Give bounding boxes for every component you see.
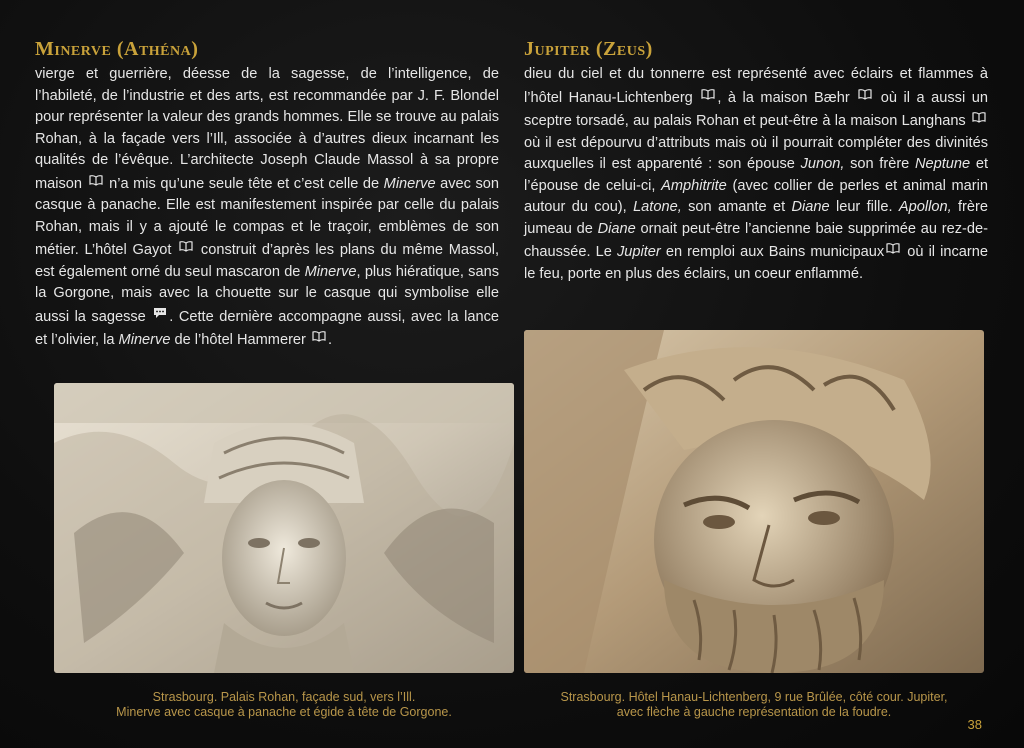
- text-run: en remploi aux Bains municipaux: [660, 244, 885, 260]
- text-run: , plus hiératique, sans la Gorgone, mais avec la chouette sur le casque qui symbolise elle aussi la sagesse: [35, 263, 499, 325]
- caption-line: Strasbourg. Hôtel Hanau-Lichtenberg, 9 rue Brûlée, côté cour. Jupiter,: [560, 690, 948, 704]
- text-run: , à la maison Bæhr: [717, 89, 857, 106]
- italic-name: Amphitrite: [661, 177, 727, 194]
- text-run: dieu du ciel et du tonnerre est représenté avec éclairs et flammes à l’hôtel Hanau-Lichtenberg: [524, 66, 988, 106]
- text-run: où il a aussi un sceptre torsadé, au palais Rohan et peut-être à la maison Langhans: [524, 89, 988, 129]
- open-book-icon[interactable]: [972, 109, 986, 121]
- minerve-photo-caption: [54, 690, 514, 720]
- italic-name: Neptune: [914, 156, 971, 172]
- open-book-icon[interactable]: [312, 328, 326, 340]
- text-run: . Cette dernière accompagne aussi, avec la lance et l’olivier, la: [35, 308, 499, 348]
- text-run: son frère: [844, 156, 915, 172]
- italic-name: Junon,: [800, 156, 845, 172]
- jupiter-body-text: [524, 64, 988, 285]
- left-column: [35, 38, 499, 352]
- open-book-icon[interactable]: [179, 238, 193, 250]
- text-run: avec son casque à panache. Elle est manifestement inspirée par celle du palais Rohan, mais il y a ajouté le compas et le traçoir, emblèmes de son métier. L’hôtel Gayot: [35, 175, 499, 258]
- caption-line: Minerve avec casque à panache et égide à tête de Gorgone.: [116, 705, 452, 719]
- text-run: n’a mis qu’une seule tête et c’est celle de: [104, 175, 384, 192]
- page-number: 38: [967, 717, 982, 732]
- text-run: où il incarne le feu, porte en plus des éclairs, un coeur enflammé.: [524, 244, 989, 282]
- italic-name: Diane: [597, 220, 636, 237]
- open-book-icon[interactable]: [886, 240, 900, 252]
- italic-name: Minerve: [383, 175, 436, 192]
- text-run: .: [327, 332, 333, 348]
- italic-name: Apollon,: [898, 199, 952, 215]
- caption-line: avec flèche à gauche représentation de la foudre.: [616, 705, 892, 719]
- open-book-icon[interactable]: [858, 86, 872, 98]
- text-run: de l’hôtel Hammerer: [170, 332, 310, 348]
- text-run: et l’épouse de celui-ci,: [524, 156, 988, 194]
- minerve-heading: Minerve (Athéna): [35, 38, 199, 60]
- text-run: où il est dépourvu d’attributs mais où il pourrait compléter des divinités auxquelles il est apparenté : son épouse: [524, 134, 988, 172]
- text-run: leur fille.: [829, 199, 899, 215]
- open-book-icon[interactable]: [701, 86, 715, 98]
- italic-name: Diane: [791, 199, 830, 215]
- italic-name: Jupiter: [616, 244, 661, 260]
- italic-name: Latone,: [633, 199, 682, 215]
- text-run: son amante et: [681, 199, 792, 215]
- text-run: (avec collier de perles et animal marin autour du cou),: [524, 177, 988, 215]
- right-column: [524, 38, 988, 285]
- jupiter-heading: Jupiter (Zeus): [524, 38, 653, 60]
- jupiter-photo-caption: [524, 690, 984, 720]
- minerve-body-text: [35, 64, 499, 352]
- caption-line: Strasbourg. Palais Rohan, façade sud, vers l’Ill.: [152, 690, 416, 704]
- jupiter-sculpture-photo: [524, 330, 984, 673]
- minerve-sculpture-photo: [54, 383, 514, 673]
- text-run: ornait peut-être l’ancienne baie supprimée au rez-de-chaussée. Le: [524, 220, 988, 260]
- italic-name: Minerve: [118, 332, 171, 348]
- text-run: vierge et guerrière, déesse de la sagesse, de l’intelligence, de l’habileté, de l’industrie et des arts, est recommandée par J. F. Blondel pour représenter la valeur des grands hommes. Elle se trouve au palais Rohan, à la façade vers l’Ill, associée à d’autres dieux incarnant les qualités de l’évêque. L’architecte Joseph Claude Massol à sa propre maison: [35, 66, 499, 192]
- open-book-icon[interactable]: [89, 172, 103, 184]
- speech-bubble-icon[interactable]: [153, 305, 167, 317]
- text-run: frère jumeau de: [524, 199, 989, 237]
- italic-name: Minerve: [304, 263, 357, 280]
- text-run: construit d’après les plans du même Massol, est également orné du seul mascaron de: [35, 242, 499, 280]
